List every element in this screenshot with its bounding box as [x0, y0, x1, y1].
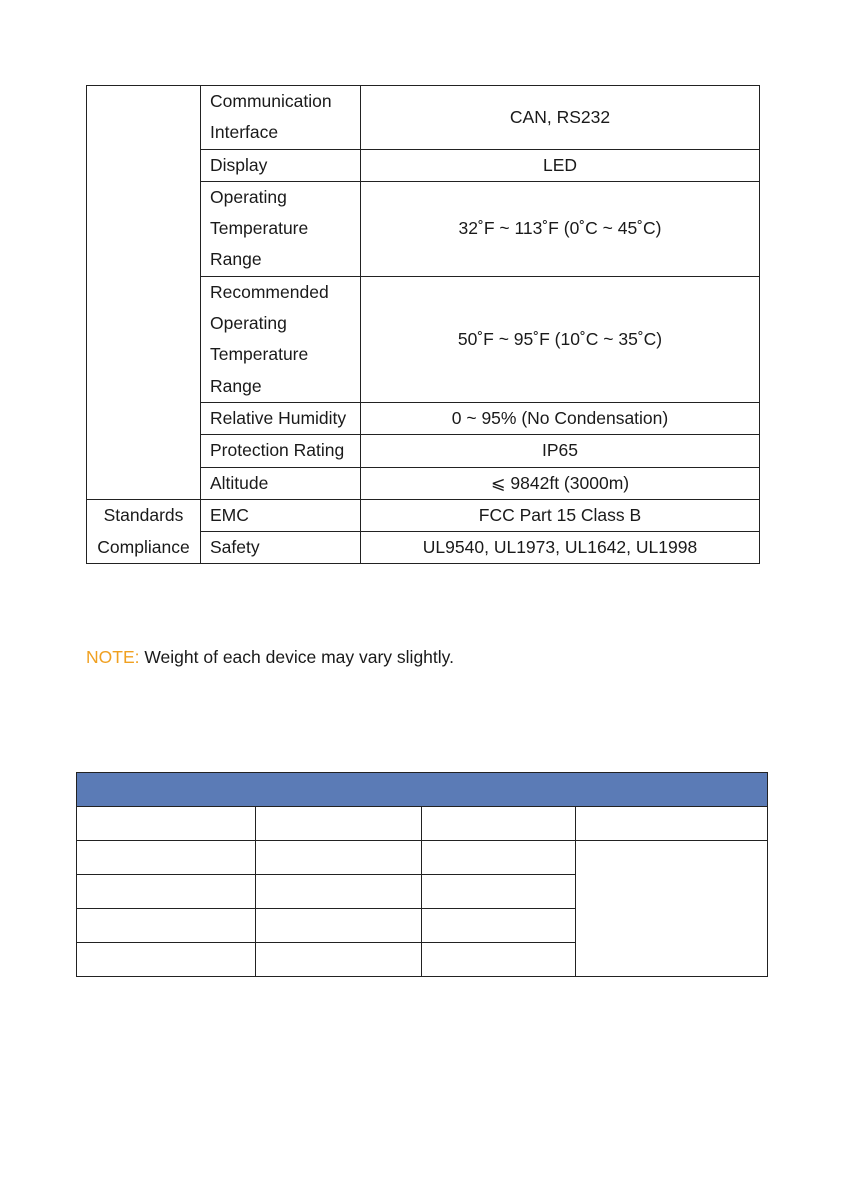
table-cell — [77, 807, 256, 841]
table-cell — [77, 943, 256, 977]
spec-value: FCC Part 15 Class B — [361, 499, 760, 531]
spec-label: Operating Temperature Range — [201, 181, 361, 276]
table-cell — [77, 841, 256, 875]
spec-value: IP65 — [361, 435, 760, 467]
note-label: NOTE: — [86, 647, 140, 667]
table-cell — [77, 909, 256, 943]
spec-label: Protection Rating — [201, 435, 361, 467]
spec-value: 32˚F ~ 113˚F (0˚C ~ 45˚C) — [361, 181, 760, 276]
table-cell — [422, 943, 576, 977]
table-row — [77, 807, 768, 841]
spec-label: Display — [201, 149, 361, 181]
table-cell — [422, 909, 576, 943]
standards-compliance-category: Standards Compliance — [87, 499, 201, 564]
table-cell — [256, 875, 422, 909]
table-cell — [576, 807, 768, 841]
empty-table — [76, 772, 768, 977]
table-header-bar — [77, 773, 768, 807]
merged-table-cell — [576, 841, 768, 977]
spec-table — [86, 85, 760, 564]
spec-value: CAN, RS232 — [361, 86, 760, 150]
table-cell — [256, 943, 422, 977]
spec-label: Communication Interface — [201, 86, 361, 150]
note-text: Weight of each device may vary slightly. — [139, 647, 454, 667]
category-cell-continued — [87, 86, 201, 500]
table-cell — [256, 841, 422, 875]
spec-value: LED — [361, 149, 760, 181]
table-cell — [422, 875, 576, 909]
spec-label: Altitude — [201, 467, 361, 499]
table-row — [77, 841, 768, 875]
table-row — [87, 499, 760, 531]
spec-label: Safety — [201, 532, 361, 564]
spec-value: 0 ~ 95% (No Condensation) — [361, 402, 760, 434]
table-cell — [422, 841, 576, 875]
spec-value: UL9540, UL1973, UL1642, UL1998 — [361, 532, 760, 564]
spec-value: 50˚F ~ 95˚F (10˚C ~ 35˚C) — [361, 276, 760, 402]
table-cell — [256, 807, 422, 841]
spec-label: EMC — [201, 499, 361, 531]
spec-value: ⩽ 9842ft (3000m) — [361, 467, 760, 499]
table-cell — [422, 807, 576, 841]
table-cell — [256, 909, 422, 943]
spec-label: Relative Humidity — [201, 402, 361, 434]
spec-label: Recommended Operating Temperature Range — [201, 276, 361, 402]
table-header-row — [77, 773, 768, 807]
weight-note — [86, 645, 454, 669]
table-cell — [77, 875, 256, 909]
table-row — [87, 86, 760, 150]
